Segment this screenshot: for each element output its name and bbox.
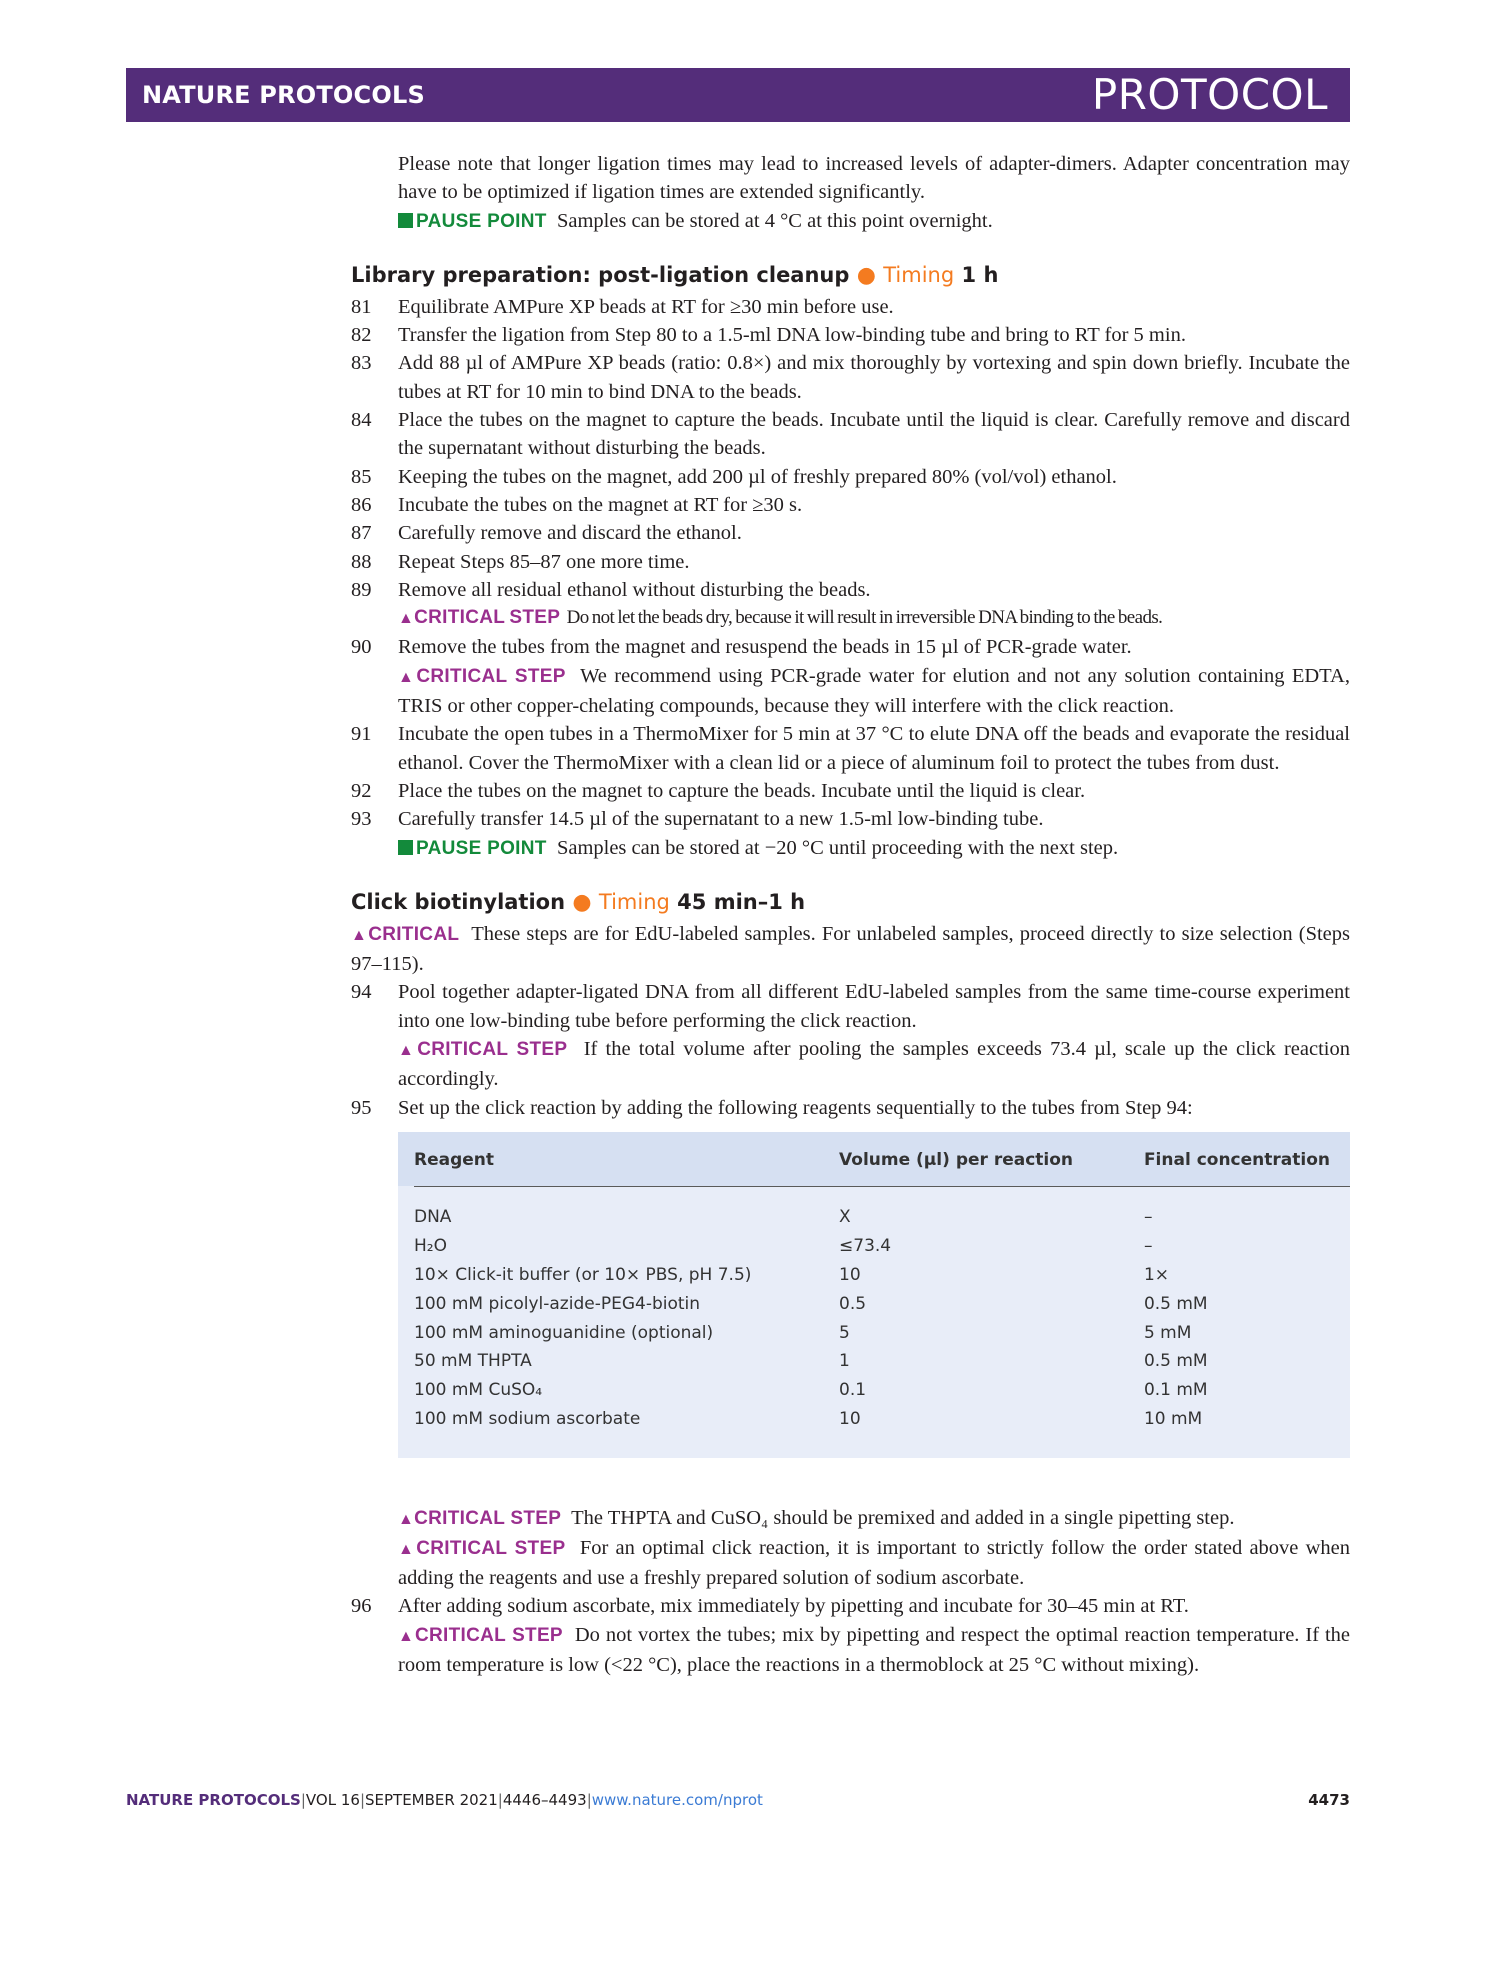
step-number: 84 [351,409,372,432]
timing-value: 45 min–1 h [677,889,806,914]
critical-text: These steps are for EdU-labeled samples. For unlabeled samples, proceed directly to size selection (Steps 97–115). [351,922,1350,976]
journal-name: NATURE PROTOCOLS [142,81,425,109]
table-cell: 100 mM sodium ascorbate [414,1409,641,1430]
pause-point-icon [398,840,413,855]
col-header-concentration: Final concentration [1143,1149,1330,1170]
timing-dot-icon: ● [856,262,876,288]
col-header-reagent: Reagent [414,1149,495,1170]
step-text: Add 88 µl of AMPure XP beads (ratio: 0.8×) and mix thoroughly by vortexing and spin down briefly. Incubate the tubes at RT for 10 min to bind DNA to the beads. [398,352,1350,403]
critical-text: The THPTA and CuSO₄ should be premixed and added in a single pipetting step. [571,1506,1235,1529]
footer-pages: 4446–4493 [502,1791,587,1809]
table-row [414,1261,1338,1290]
pause-point-icon [398,213,413,228]
table-cell: 10 [839,1409,861,1430]
critical-step-94 [351,1035,1350,1094]
critical-triangle-icon: ▲ [398,1510,415,1528]
table-cell: 0.1 mM [1143,1380,1208,1401]
table-cell: 1× [1143,1265,1169,1286]
critical-step-95a [351,1504,1350,1534]
table-cell: – [1143,1236,1153,1257]
critical-step-label [398,607,560,628]
table-cell: 0.5 mM [1143,1351,1208,1372]
critical-text: If the total volume after pooling the samples exceeds 73.4 µl, scale up the click reaction accordingly. [398,1038,1350,1091]
table-row [414,1405,1338,1434]
step-text: Keeping the tubes on the magnet, add 200 µl of freshly prepared 80% (vol/vol) ethanol. [398,465,1117,488]
table-cell: 10× Click-it buffer (or 10× PBS, pH 7.5) [414,1265,752,1286]
step-text: Repeat Steps 85–87 one more time. [398,550,690,573]
table-cell: – [1143,1207,1153,1228]
pause-point-label: PAUSE POINT [416,210,547,232]
step-89 [351,576,1350,604]
section-heading-cleanup [351,260,1350,291]
critical-triangle-icon: ▲ [398,1540,417,1558]
footer-journal: NATURE PROTOCOLS [126,1791,301,1809]
step-text: Equilibrate AMPure XP beads at RT for ≥30 min before use. [398,295,894,318]
step-text: Carefully transfer 14.5 µl of the supernatant to a new 1.5-ml low-binding tube. [398,808,1044,831]
step-94 [351,978,1350,1035]
step-82 [351,321,1350,349]
article-type: PROTOCOL [1091,70,1328,119]
section-heading-click [351,887,1350,918]
table-cell: 5 [839,1322,850,1343]
journal-header-bar [126,68,1350,122]
timing-dot-icon: ● [572,889,592,915]
critical-step-95b [351,1534,1350,1593]
header-rule [414,1186,1350,1187]
critical-label-text: CRITICAL STEP [414,607,561,629]
table-header [414,1132,1338,1186]
pause-point-text: Samples can be stored at −20 °C until proceeding with the next step. [556,836,1119,859]
pause-point-text: Samples can be stored at 4 °C at this point overnight. [556,209,993,232]
timing-label: Timing [598,889,670,914]
critical-triangle-icon: ▲ [398,610,415,628]
step-81 [351,293,1350,321]
table-cell: 10 mM [1143,1409,1203,1430]
step-number: 88 [351,550,372,573]
critical-text: Do not let the beads dry, because it will result in irreversible DNA binding to the beads. [566,607,1163,629]
step-number: 81 [351,295,372,318]
step-text: Carefully remove and discard the ethanol. [398,522,742,545]
critical-step-label [398,1625,563,1646]
table-row [414,1232,1338,1261]
table-row [414,1347,1338,1376]
intro-text: Please note that longer ligation times may lead to increased levels of adapter-dimers. Adapter concentration may have to be optimized if ligation times are extended significantly. [398,153,1350,204]
critical-step-label [398,1538,565,1559]
table-cell: X [839,1207,851,1228]
critical-triangle-icon: ▲ [351,926,369,944]
step-85 [351,463,1350,491]
step-text: Transfer the ligation from Step 80 to a 1.5-ml DNA low-binding tube and bring to RT for 5 min. [398,324,1186,347]
table-cell: H₂O [414,1236,447,1257]
step-88 [351,548,1350,576]
col-header-volume: Volume (µl) per reaction [839,1149,1074,1170]
reagent-table [398,1132,1350,1458]
table-cell: 0.5 [839,1293,867,1314]
step-number: 95 [351,1096,372,1119]
table-row [414,1318,1338,1347]
table-cell: 1 [839,1351,850,1372]
steps-list-cleanup [351,293,1350,863]
critical-step-label [398,1039,567,1060]
critical-note [351,920,1350,979]
step-text: After adding sodium ascorbate, mix immediately by pipetting and incubate for 30–45 min at RT. [398,1595,1189,1618]
critical-step-89 [351,604,1350,633]
step-text: Remove all residual ethanol without disturbing the beads. [398,578,871,601]
critical-text: For an optimal click reaction, it is important to strictly follow the order stated above when adding the reagents and use a freshly prepared solution of sodium ascorbate. [398,1536,1351,1590]
table-header-band [398,1132,1350,1186]
critical-triangle-icon: ▲ [398,1627,415,1645]
step-number: 94 [351,981,372,1004]
step-number: 85 [351,465,372,488]
timing-label: Timing [883,262,955,287]
critical-label-text: CRITICAL STEP [416,665,566,687]
critical-triangle-icon: ▲ [398,1042,418,1060]
critical-label-text: CRITICAL STEP [416,1537,566,1559]
step-text: Remove the tubes from the magnet and resuspend the beads in 15 µl of PCR-grade water. [398,636,1132,659]
pause-point-93 [351,834,1350,863]
step-84 [351,406,1350,463]
step-number: 89 [351,578,372,601]
critical-step-90 [351,662,1350,721]
page-number: 4473 [1308,1791,1350,1809]
table-body [414,1193,1338,1433]
step-87 [351,519,1350,547]
step-number: 96 [351,1595,372,1618]
table-cell: 50 mM THPTA [414,1351,532,1372]
step-text: Incubate the tubes on the magnet at RT for ≥30 s. [398,493,803,516]
step-text: Pool together adapter-ligated DNA from all different EdU-labeled samples from the same time-course experiment into one low-binding tube before performing the click reaction. [398,981,1350,1032]
critical-step-label [398,1508,561,1529]
step-number: 90 [351,636,372,659]
step-text: Set up the click reaction by adding the following reagents sequentially to the tubes from Step 94: [398,1096,1193,1119]
table-cell: ≤73.4 [839,1236,892,1257]
intro-paragraph [398,150,1350,236]
critical-step-label [398,666,566,687]
step-number: 83 [351,352,372,375]
table-cell: 0.5 mM [1143,1293,1208,1314]
critical-step-96 [351,1621,1350,1680]
table-row [414,1290,1338,1319]
page-footer: NATURE PROTOCOLS|VOL 16|SEPTEMBER 2021|4446–4493|www.nature.com/nprot 4473 [126,1791,1350,1809]
critical-label-text: CRITICAL STEP [414,1624,563,1646]
step-text: Place the tubes on the magnet to capture the beads. Incubate until the liquid is clear. [398,779,1086,802]
pause-point-label: PAUSE POINT [416,837,547,859]
table-cell: 10 [839,1265,861,1286]
step-83 [351,349,1350,406]
critical-label [351,924,459,945]
step-95 [351,1094,1350,1122]
main-content [351,150,1351,1679]
table-cell: 100 mM CuSO₄ [414,1380,543,1401]
critical-text: Do not vortex the tubes; mix by pipetting and respect the optimal reaction temperature. If the room temperature is low (<22 °C), place the reactions in a thermoblock at 25 °C without mixing). [398,1623,1351,1677]
step-number: 82 [351,324,372,347]
step-93 [351,805,1350,833]
table-row [414,1376,1338,1405]
step-92 [351,777,1350,805]
footer-date: SEPTEMBER 2021 [365,1791,498,1809]
step-number: 93 [351,808,372,831]
step-86 [351,491,1350,519]
step-number: 92 [351,779,372,802]
critical-triangle-icon: ▲ [398,668,417,686]
critical-label-text: CRITICAL STEP [417,1039,568,1061]
footer-link[interactable]: www.nature.com/nprot [591,1791,763,1809]
critical-label-text: CRITICAL STEP [414,1507,562,1529]
step-91 [351,720,1350,777]
step-number: 91 [351,723,372,746]
section-title: Click biotinylation [351,889,566,914]
table-cell: 0.1 [839,1380,867,1401]
steps-list-click [351,920,1350,1680]
critical-label-text: CRITICAL [368,923,460,945]
step-text: Place the tubes on the magnet to capture the beads. Incubate until the liquid is clear. Carefully remove and discard the supernatant without disturbing the beads. [398,409,1350,460]
table-cell: 100 mM picolyl-azide-PEG4-biotin [414,1293,701,1314]
step-number: 86 [351,493,372,516]
table-row [414,1193,1338,1232]
step-number: 87 [351,522,372,545]
table-cell: 5 mM [1143,1322,1192,1343]
step-96 [351,1592,1350,1620]
footer-volume: VOL 16 [305,1791,360,1809]
step-90 [351,633,1350,661]
step-text: Incubate the open tubes in a ThermoMixer for 5 min at 37 °C to elute DNA off the beads and evaporate the residual ethanol. Cover the ThermoMixer with a clean lid or a piece of aluminum foil to protect the tubes from dust. [398,723,1350,774]
section-title: Library preparation: post-ligation cleanup [351,262,850,287]
table-cell: 100 mM aminoguanidine (optional) [414,1322,714,1343]
critical-text: We recommend using PCR-grade water for elution and not any solution containing EDTA, TRIS or other copper-chelating compounds, because they will interfere with the click reaction. [398,664,1350,718]
timing-value: 1 h [961,262,999,287]
table-cell: DNA [414,1207,452,1228]
